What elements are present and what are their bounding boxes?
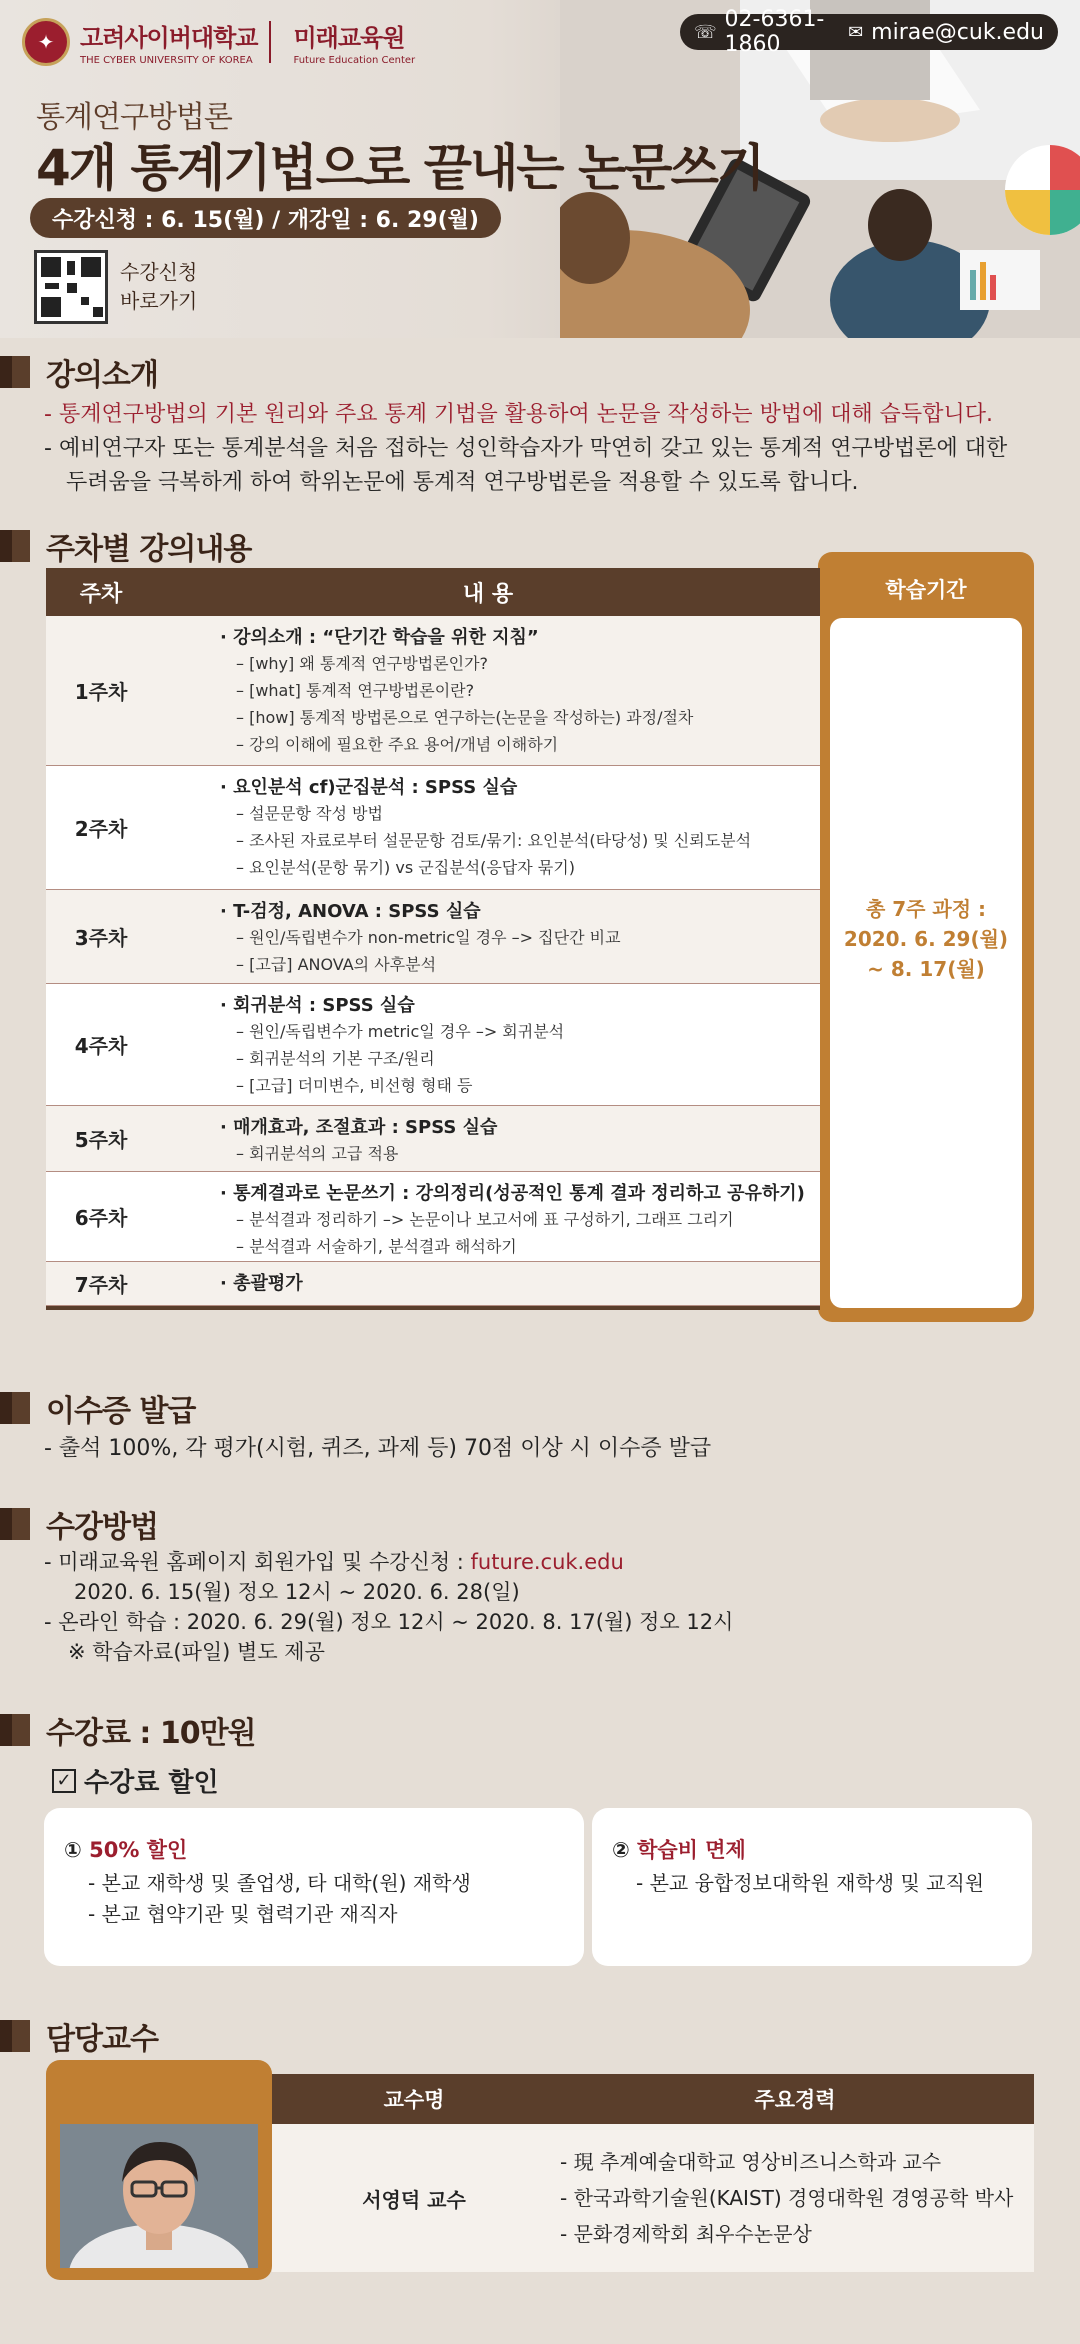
week-subtopic: – [what] 통계적 연구방법론이란? [236,681,475,700]
week-content [156,1172,820,1261]
table-row [46,1172,820,1262]
col-name-header: 교수명 [383,2088,445,2112]
col-content-header: 내 용 [462,581,514,607]
col-week-header: 주차 [79,581,123,607]
table-row [46,890,820,984]
discount-card-1-line2: - 본교 협약기관 및 협력기관 재직자 [88,1902,398,1926]
table-row [46,766,820,890]
study-period-line2: 2020. 6. 29(월) [843,927,1009,951]
week-subtopic: – 회귀분석의 고급 적용 [236,1144,399,1163]
method-line-3: - 온라인 학습 : 2020. 6. 29(월) 정오 12시 ~ 2020. 8. 17(월) 정오 12시 [44,1610,734,1634]
week-label: 2주차 [74,817,128,841]
week-topic: · 매개효과, 조절효과 : SPSS 실습 [220,1117,498,1138]
professor-careers [556,2124,1034,2272]
qr-code-icon[interactable] [34,250,108,324]
week-topic: · 강의소개 : “단기간 학습을 위한 지침” [220,627,539,648]
discount-card-1-title: ① 50% 할인 [64,1838,188,1862]
intro-line-1: - 통계연구방법의 기본 원리와 주요 통계 기법을 활용하여 논문을 작성하는 방법에 대해 습득합니다. [44,402,993,427]
certificate-section-heading [0,1386,195,1430]
discount-card-2-line1: - 본교 융합정보대학원 재학생 및 교직원 [636,1871,985,1895]
method-section-heading [0,1502,158,1546]
professor-row [272,2124,1034,2272]
qr-label[interactable] [120,258,197,316]
email-address[interactable]: mirae@cuk.edu [871,19,1044,45]
week-topic: · 요인분석 cf)군집분석 : SPSS 실습 [220,777,518,798]
week-content [156,1106,820,1171]
table-row [46,1106,820,1172]
week-topic: · T-검정, ANOVA : SPSS 실습 [220,901,481,922]
discount-card-1 [44,1808,584,1966]
intro-heading: 강의소개 [46,358,158,393]
intro-section-heading [0,350,158,394]
school-name-en: THE CYBER UNIVERSITY OF KOREA [80,55,253,66]
discount-card-1-line1: - 본교 재학생 및 졸업생, 타 대학(원) 재학생 [88,1871,471,1895]
homepage-link[interactable]: future.cuk.edu [470,1550,624,1574]
week-topic: · 총괄평가 [220,1273,303,1294]
method-line-1: - 미래교육원 홈페이지 회원가입 및 수강신청 : future.cuk.edu [44,1550,624,1574]
study-period-text [818,894,1034,984]
hero-banner [0,0,1080,338]
week-content [156,1262,820,1305]
method-text [44,1547,733,1667]
weekly-section-heading [0,524,251,568]
week-subtopic: – 분석결과 서술하기, 분석결과 해석하기 [236,1237,517,1256]
professor-table [272,2074,1034,2272]
week-label: 4주차 [74,1034,128,1058]
logo-divider [269,21,271,63]
week-subtopic: – 원인/독립변수가 metric일 경우 –> 회귀분석 [236,1022,565,1041]
phone-icon: ☏ [694,21,717,43]
intro-line-3: 두려움을 극복하게 하여 학위논문에 통계적 연구방법론을 적용할 수 있도록 합니다. [66,470,859,495]
center-name-kr: 미래교육원 [293,24,405,52]
week-subtopic: – 요인분석(문항 묶기) vs 군집분석(응답자 묶기) [236,858,575,877]
certificate-text: - 출석 100%, 각 평가(시험, 퀴즈, 과제 등) 70점 이상 시 이수증 발급 [44,1436,712,1461]
contact-bar [680,7,1058,57]
method-heading: 수강방법 [46,1510,158,1545]
study-period-line1: 총 7주 과정 : [865,897,987,921]
week-label: 3주차 [74,926,128,950]
week-subtopic: – 분석결과 정리하기 –> 논문이나 보고서에 표 구성하기, 그래프 그리기 [236,1210,734,1229]
professor-heading: 담당교수 [46,2022,158,2057]
week-subtopic: – [why] 왜 통계적 연구방법론인가? [236,654,489,673]
certificate-heading: 이수증 발급 [46,1394,196,1429]
course-subtitle: 통계연구방법론 [36,100,232,135]
table-row [46,1262,820,1306]
mail-icon: ✉ [848,21,864,43]
table-row [46,984,820,1106]
intro-line-2: - 예비연구자 또는 통계분석을 처음 접하는 성인학습자가 막연히 갖고 있는 통계적 연구방법론에 대한 [44,436,1008,461]
col-career-header: 주요경력 [754,2088,836,2112]
professor-name: 서영덕 교수 [362,2187,466,2212]
date-badge: 수강신청 : 6. 15(월) / 개강일 : 6. 29(월) [30,198,501,238]
professor-photo-frame [46,2060,272,2280]
study-period-label: 학습기간 [885,578,967,602]
discount-card-2 [592,1808,1032,1966]
checkbox-icon: ✓ [52,1769,76,1793]
professor-table-header [272,2074,1034,2124]
career-item: - 한국과학기술원(KAIST) 경영대학원 경영공학 박사 [560,2186,1014,2210]
week-label: 5주차 [74,1128,128,1152]
week-subtopic: – [고급] 더미변수, 비선형 형태 등 [236,1076,473,1095]
professor-photo [60,2124,258,2268]
week-label: 1주차 [74,680,128,704]
method-line-4: ※ 학습자료(파일) 별도 제공 [68,1640,325,1664]
week-content [156,890,820,983]
career-item: - 現 추계예술대학교 영상비즈니스학과 교수 [560,2150,942,2174]
center-name-en: Future Education Center [293,55,416,66]
week-label: 6주차 [74,1206,128,1230]
weekly-table-header [46,568,820,616]
weekly-heading: 주차별 강의내용 [46,532,252,567]
study-period-line3: ~ 8. 17(월) [867,957,985,981]
fee-heading: 수강료 : 10만원 [46,1716,256,1751]
week-topic: · 통계결과로 논문쓰기 : 강의정리(성공적인 통계 결과 정리하고 공유하기) [220,1183,805,1204]
week-subtopic: – 설문문항 작성 방법 [236,804,383,823]
school-name-kr: 고려사이버대학교 [80,24,258,52]
fee-section-heading [0,1708,256,1752]
week-subtopic: – 회귀분석의 기본 구조/원리 [236,1049,435,1068]
intro-text [44,398,1007,500]
week-content [156,766,820,889]
university-emblem-icon: ✦ [22,18,70,66]
week-subtopic: – [how] 통계적 방법론으로 연구하는(논문을 작성하는) 과정/절차 [236,708,694,727]
week-content [156,984,820,1105]
discount-heading: 수강료 할인 [84,1768,219,1798]
qr-label-line2: 바로가기 [120,289,198,313]
week-label: 7주차 [74,1273,128,1297]
career-item: - 문화경제학회 최우수논문상 [560,2222,812,2246]
week-subtopic: – 강의 이해에 필요한 주요 용어/개념 이해하기 [236,735,559,754]
table-row [46,616,820,766]
phone-number[interactable]: 02-6361-1860 [724,7,825,57]
course-title: 4개 통계기법으로 끝내는 논문쓰기 [36,139,764,197]
week-subtopic: – [고급] ANOVA의 사후분석 [236,955,437,974]
qr-label-line1: 수강신청 [120,260,198,284]
professor-section-heading [0,2014,158,2058]
weekly-table [46,568,820,1310]
method-line-2: 2020. 6. 15(월) 정오 12시 ~ 2020. 6. 28(일) [74,1580,520,1604]
discount-heading-row [52,1762,219,1799]
week-subtopic: – 조사된 자료로부터 설문문항 검토/묶기: 요인분석(타당성) 및 신뢰도분석 [236,831,752,850]
week-subtopic: – 원인/독립변수가 non-metric일 경우 –> 집단간 비교 [236,928,621,947]
week-content [156,616,820,765]
discount-card-2-title: ② 학습비 면제 [612,1838,746,1862]
week-topic: · 회귀분석 : SPSS 실습 [220,995,415,1016]
logo[interactable] [22,18,415,66]
